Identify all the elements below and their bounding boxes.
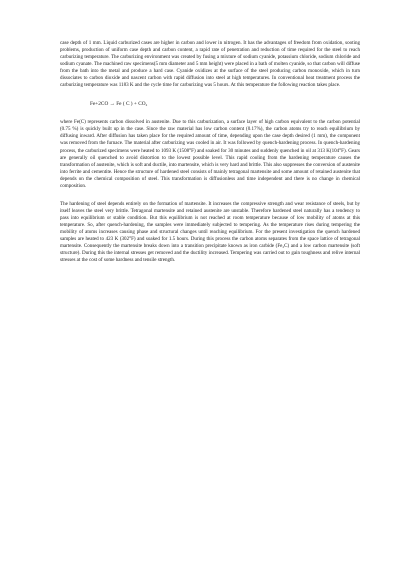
- document-page: [60, 40, 360, 264]
- reaction-equation: Fe+2CO → Fe ( C ) + CO₂: [90, 101, 148, 108]
- paragraph-spacer: [60, 190, 360, 201]
- paragraph-carburizing: case depth of 1 mm. Liquid carburized cases are higher in carbon and lower in nitrogen. It has the advantages of freedom from oxidation, sooting problems, production of uniform case depth and carbon content, a rapid rate of penetration and reduction of time required for the steel to reach carburizing temperature. The carburizing environment was created by fusing a mixture of sodium cyanide, potassium chloride, sodium chloride and sodium cyanate. The machined raw specimens(5 mm diameter and 5 mm height) were placed in a bath of molten cyanide, so that carbon will diffuse from the bath into the metal and produce a hard case. Cyanide oxidizes at the surface of the steel producing carbon monoxide, which in turn dissociates to carbon dioxide and nascent carbon with rapid diffusion into steel at high temperatures. In conventional heat treatment process the carburizing temperature was 1183 K and the cycle time for carburizing was 5 hours. At this temperature the following reaction takes place.: [60, 40, 361, 89]
- paragraph-tempering: The hardening of steel depends entirely on the formation of martensite. It increases the compressive strength and wear resistance of steels, but by itself leaves the steel very brittle. Tetragonal martensite and retained austenite are unstable. Therefore hardened steel naturally has a tendency to pass into equilibrium or stable condition. But this equilibrium is not reached at room temperature because of low mobility of atoms at this temperature. So, after quench-hardening, the samples were immediately subjected to tempering. As the temperature rises during tempering the mobility of atoms increases causing phase and structural changes until reaching equilibrium. For the present investigation the quench hardened samples are heated to 423 K (302°F) and soaked for 1.5 hours. During this process the carbon atoms separates from the space lattice of tetragonal martensite. Consequently the martensite breaks down into a transition precipitate known as iron carbide (Fe₂C) and a low carbon martensite (soft structure). During this the internal stresses get removed and the ductility increased. Tempering was carried out to gain toughness and relive internal stresses at the cost of some hardness and tensile strength.: [60, 200, 360, 264]
- paragraph-quench-hardening: where Fe(C) represents carbon dissolved in austenite. Due to this carburization, a surface layer of high carbon equivalent to the carbon potential (0.75 %) is quickly built up in the case. Since the raw material has low carbon content (0.17%), the carbon atoms try to reach equilibrium by diffusing inward. After diffusion has taken place for the required amount of time, depending upon the case depth desired (1 mm), the component was removed from the furnace. The material after carburizing was cooled in air. It was followed by quench-hardening process. In quench-hardening process, the carburized specimens were heated to 1093 K (1508°F) and soaked for 30 minutes and suddenly quenched in oil at 313 K(104°F). Gears are generally oil quenched to avoid distortion to the lowest possible level. This rapid cooling from the hardening temperature causes the transformation of austenite, which is soft and ductile, into martensite, which is very hard and brittle. This also suppresses the conversion of austenite into ferrite and cementite. Hence the structure of hardened steel consists of mainly tetragonal martensite and some amount of retained austenite that depends on the chemical composition of steel. This transformation is diffusionless and time independent and there is no change in chemical composition.: [60, 119, 360, 189]
